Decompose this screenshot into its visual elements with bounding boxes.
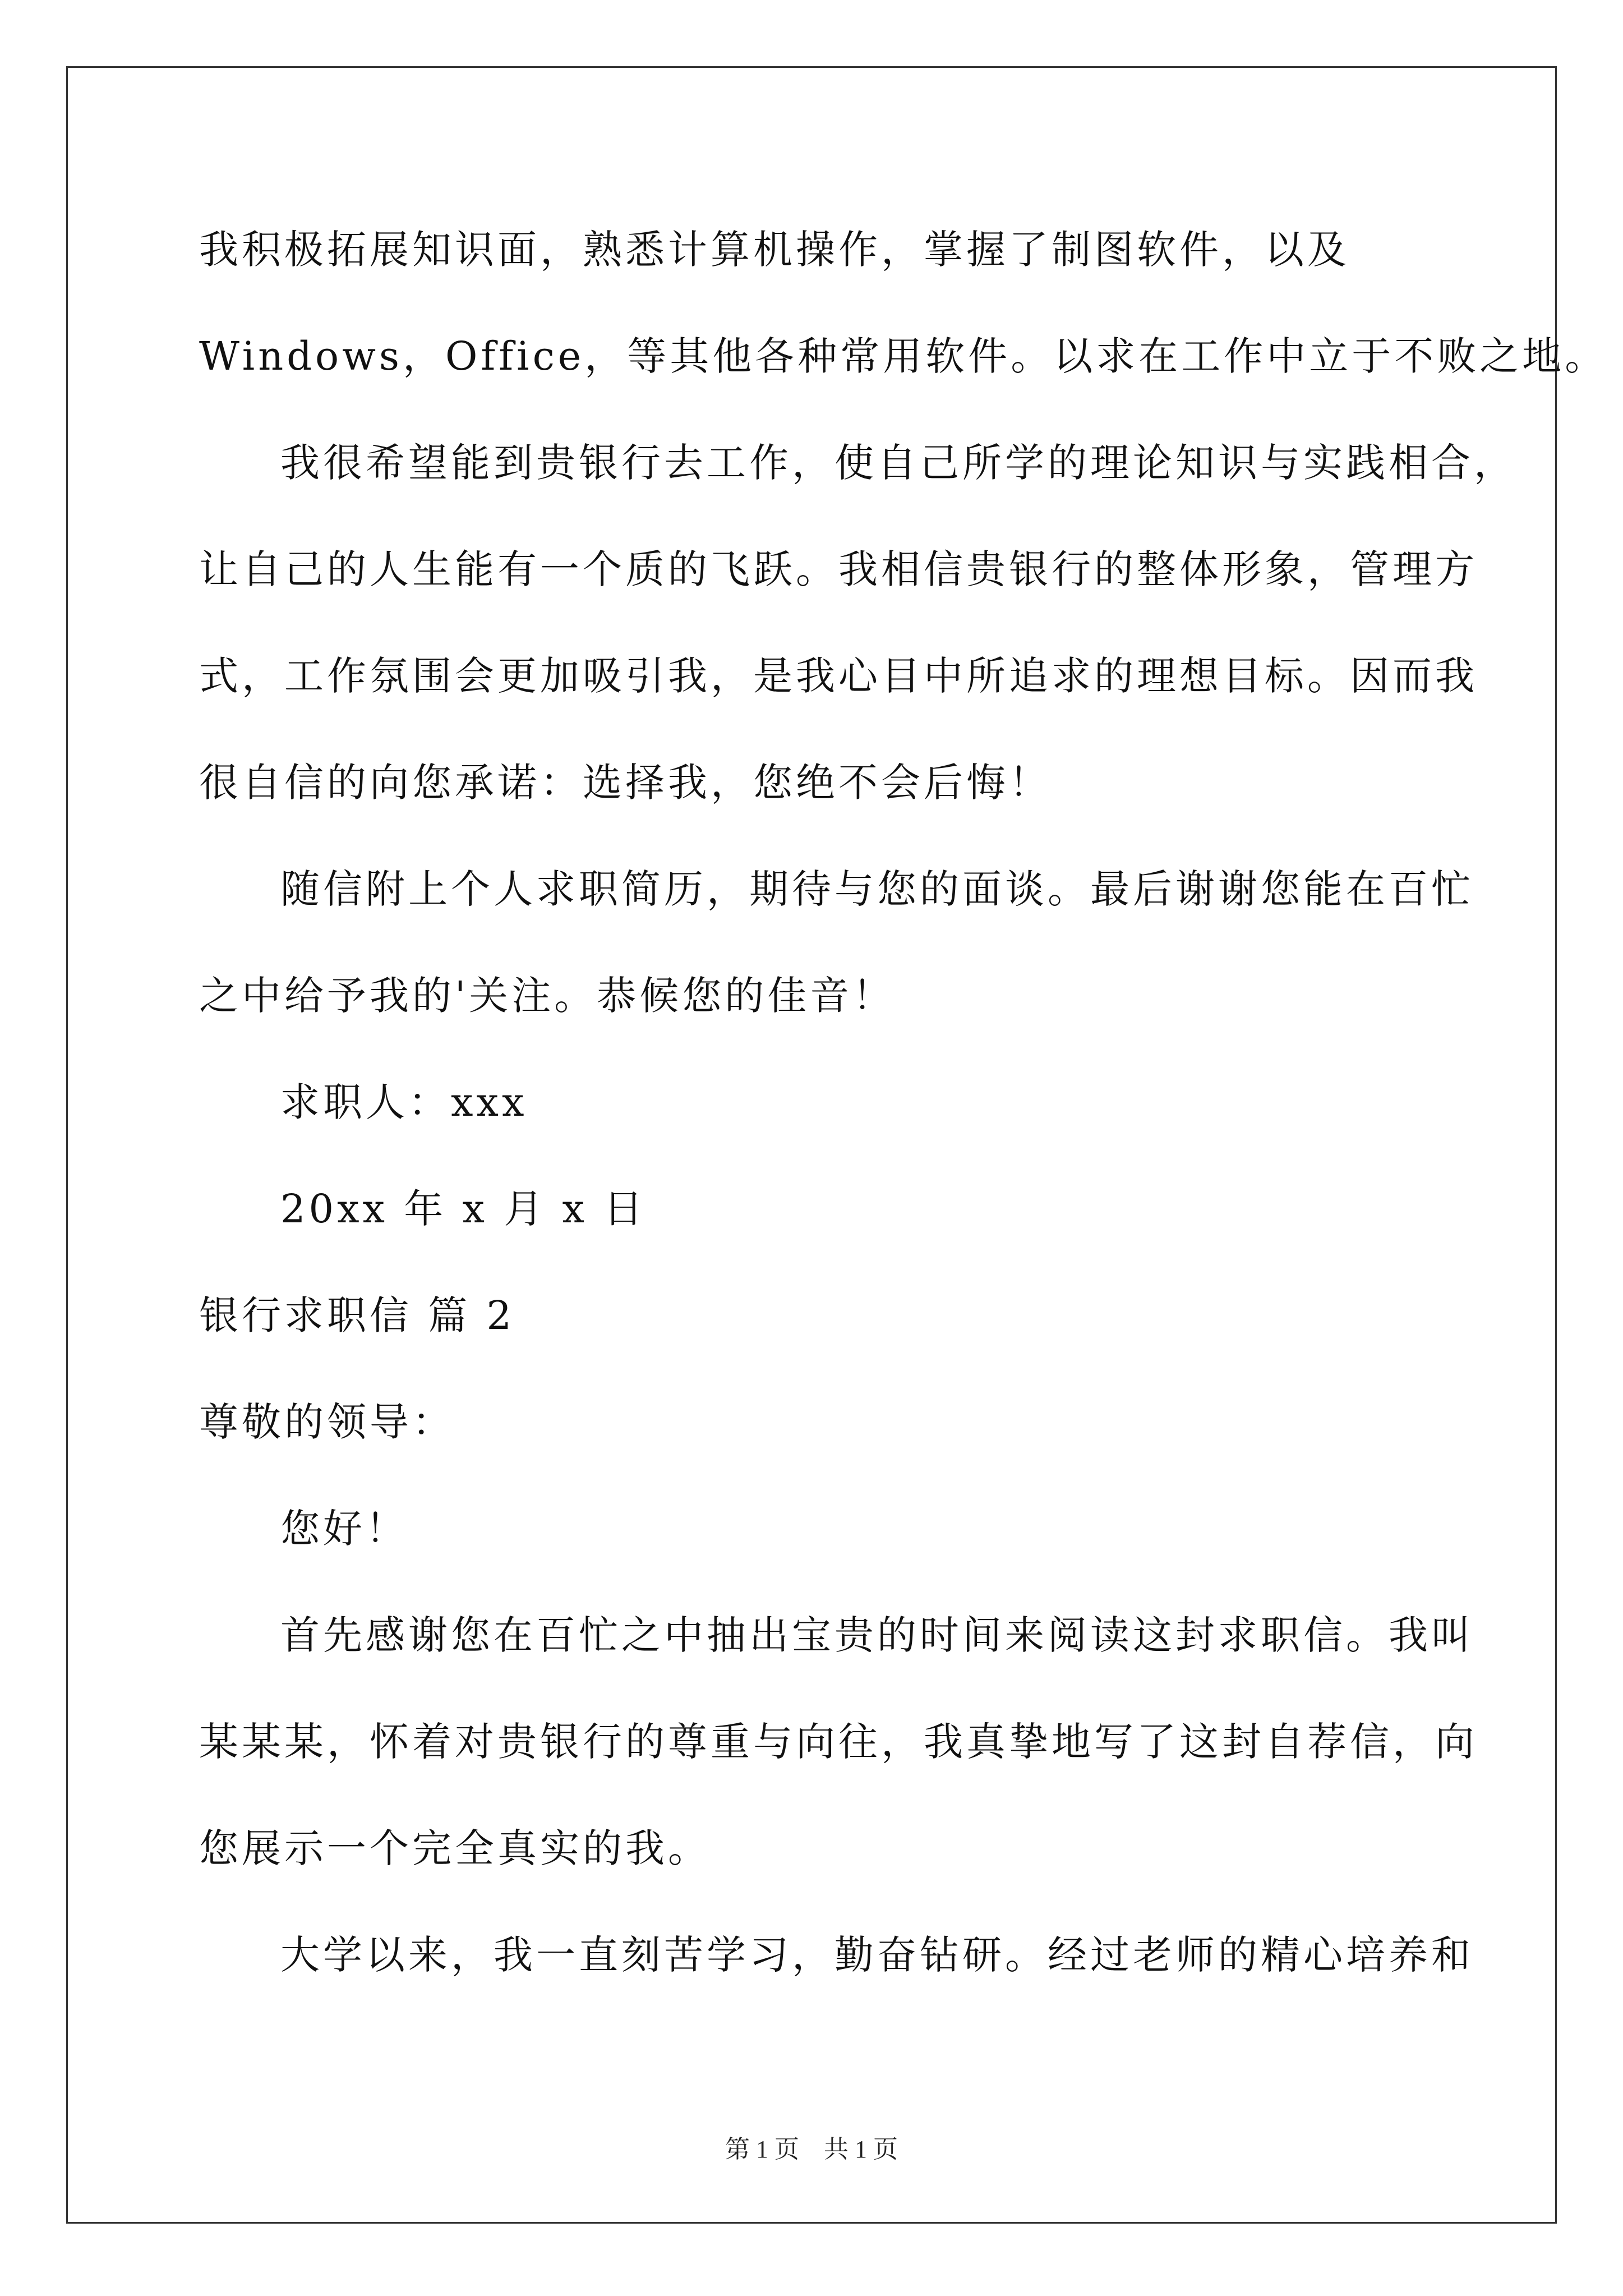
greeting: 您好！ [280, 1506, 408, 1552]
text-line: 某某某，怀着对贵银行的尊重与向往，我真挚地写了这封自荐信，向 [199, 1719, 1478, 1765]
signature-date: 20xx 年 x 月 x 日 [280, 1186, 647, 1232]
paragraph-line: 首先感谢您在百忙之中抽出宝贵的时间来阅读这封求职信。我叫 [280, 1612, 1474, 1658]
paragraph-line: 随信附上个人求职简历，期待与您的面谈。最后谢谢您能在百忙 [280, 866, 1474, 912]
paragraph-line: 大学以来，我一直刻苦学习，勤奋钻研。经过老师的精心培养和 [280, 1932, 1474, 1978]
text-line: 很自信的向您承诺：选择我，您绝不会后悔！ [199, 760, 1052, 806]
text-line: 我积极拓展知识面，熟悉计算机操作，掌握了制图软件，以及 [199, 227, 1350, 273]
page-frame [66, 66, 1557, 2224]
salutation: 尊敬的领导： [199, 1399, 455, 1445]
page-number-footer: 第 1 页 共 1 页 [725, 2136, 898, 2163]
section-heading: 银行求职信 篇 2 [199, 1292, 515, 1338]
text-line: Windows，Office，等其他各种常用软件。以求在工作中立于不败之地。 [199, 333, 1608, 379]
text-line: 之中给予我的'关注。恭候您的佳音！ [199, 973, 896, 1019]
text-line: 让自己的人生能有一个质的飞跃。我相信贵银行的整体形象，管理方 [199, 546, 1478, 592]
text-line: 式，工作氛围会更加吸引我，是我心目中所追求的理想目标。因而我 [199, 653, 1478, 699]
paragraph-line: 我很希望能到贵银行去工作，使自己所学的理论知识与实践相合， [280, 440, 1516, 486]
signature-applicant: 求职人：xxx [280, 1079, 528, 1125]
text-line: 您展示一个完全真实的我。 [199, 1825, 711, 1871]
